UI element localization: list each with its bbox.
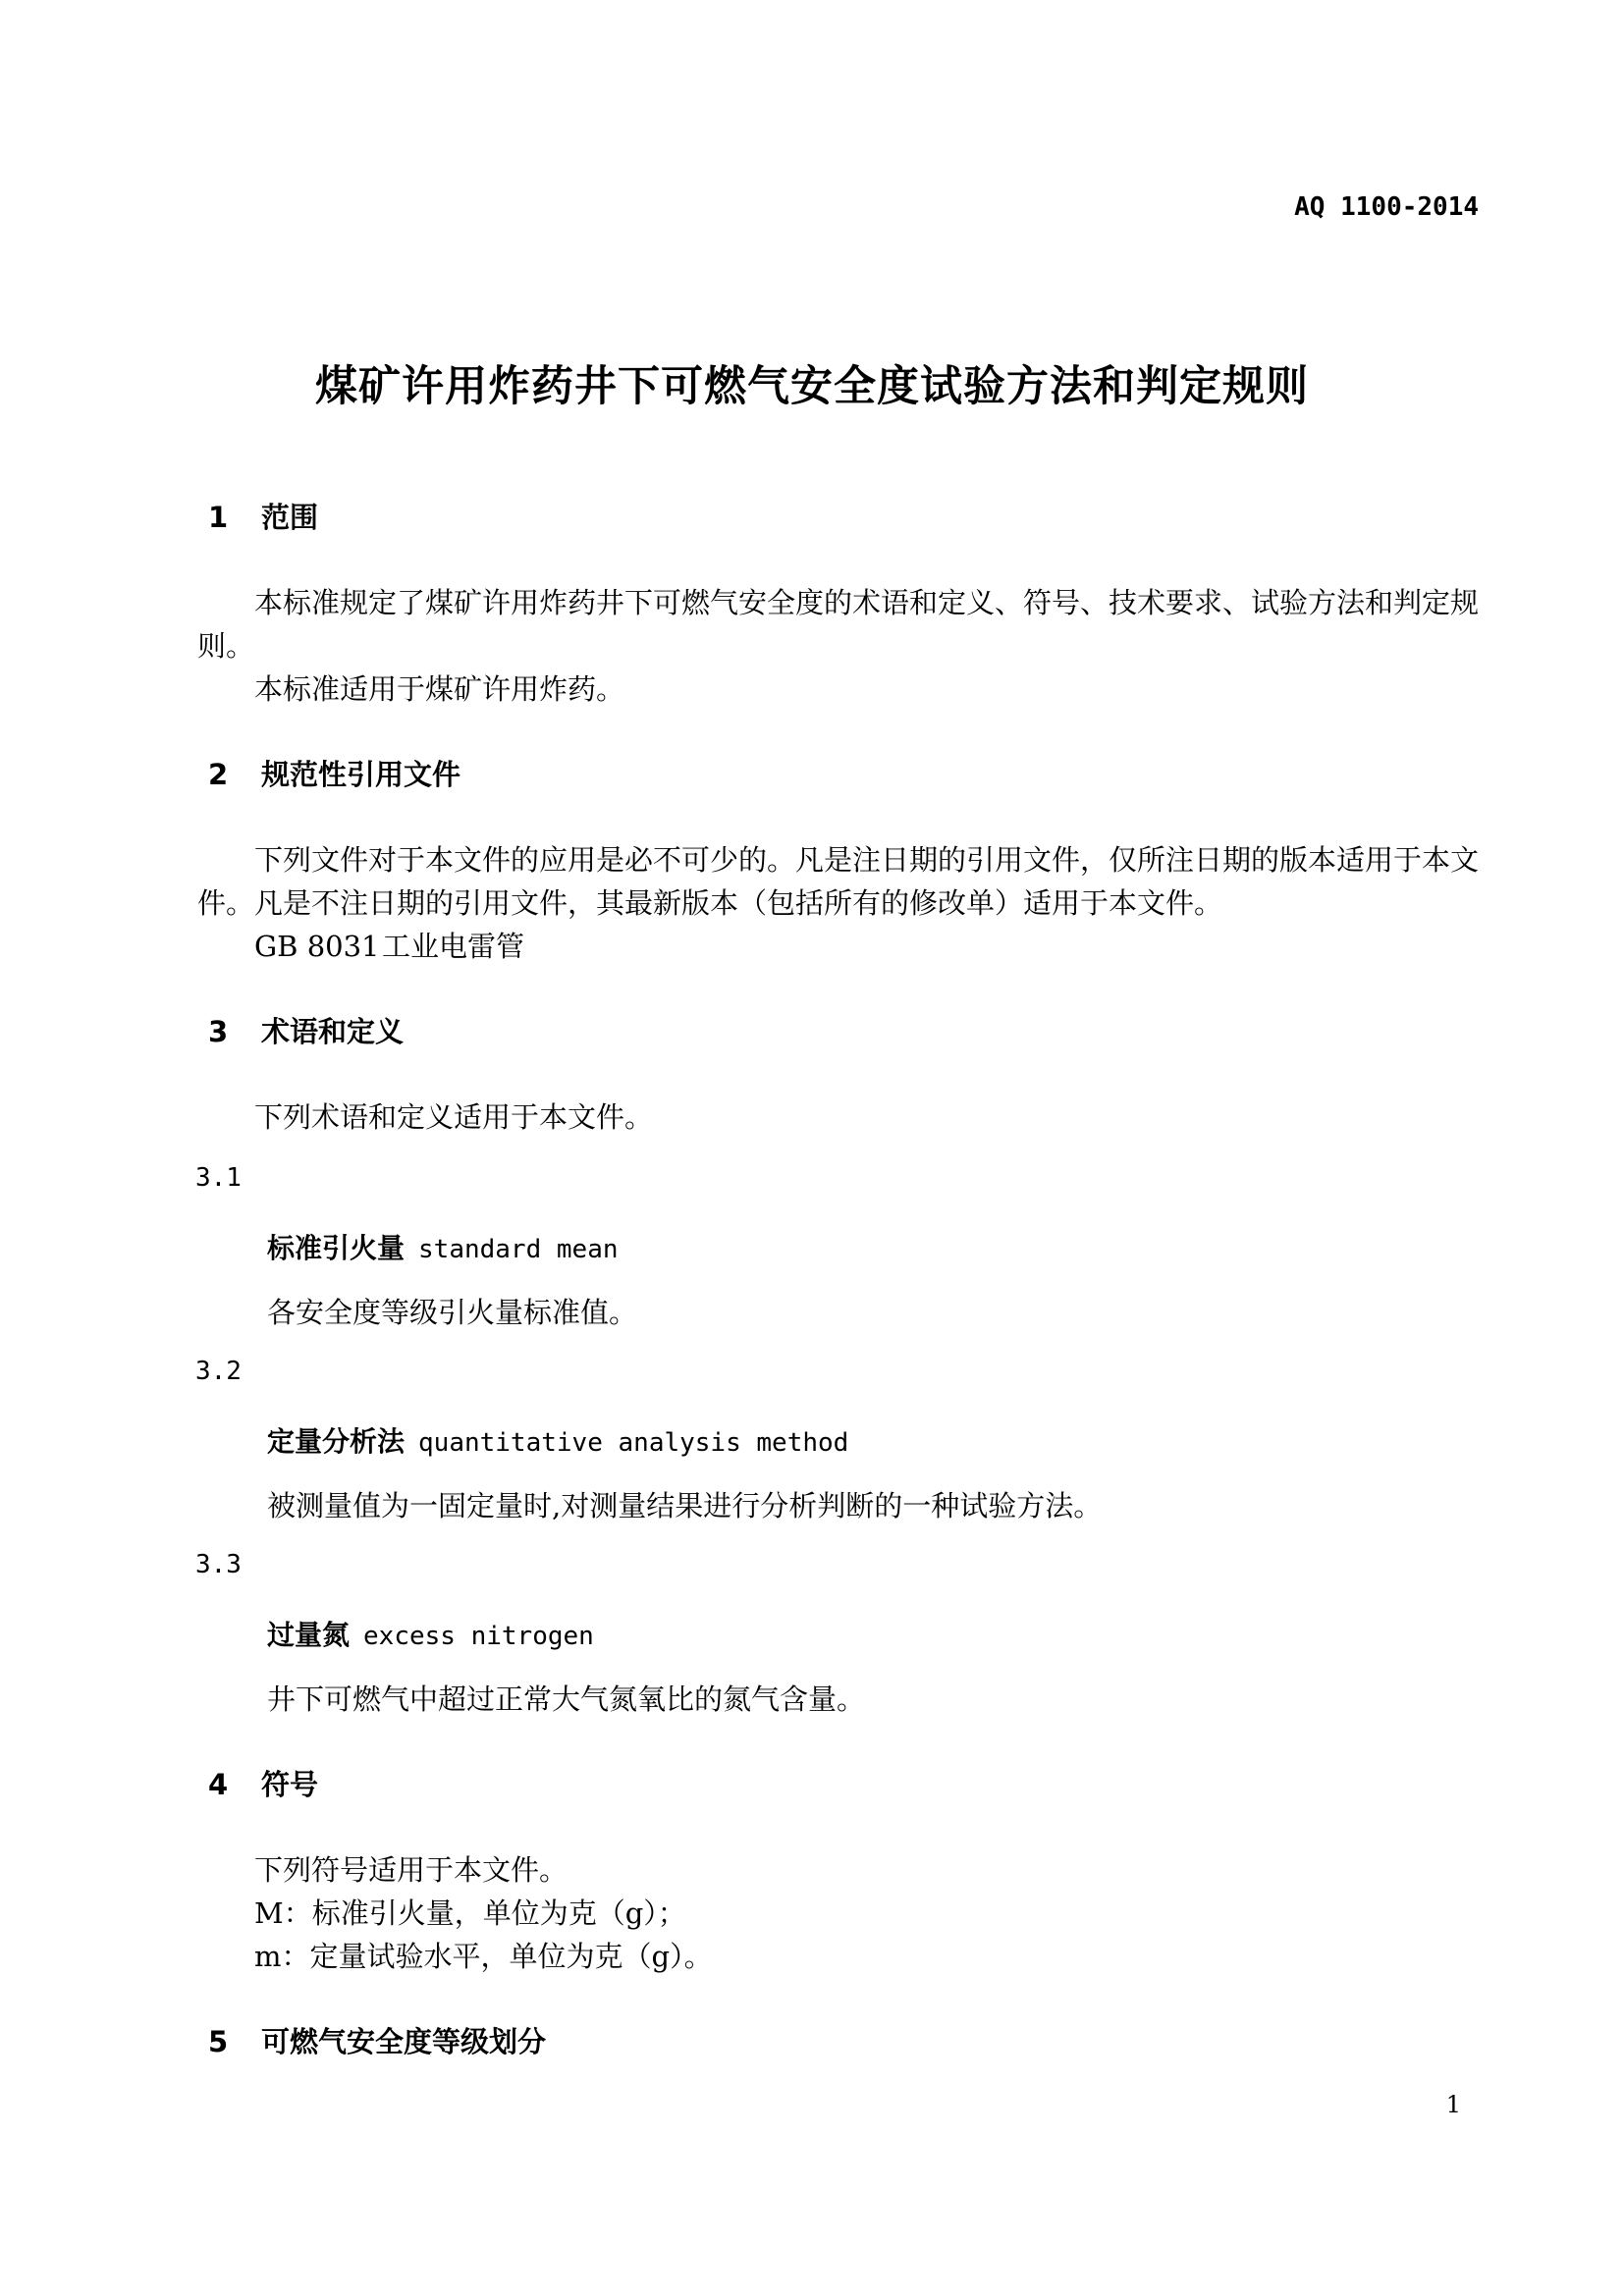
term-definition: 各安全度等级引火量标准值。 <box>267 1296 638 1329</box>
section-title: 规范性引用文件 <box>261 758 461 791</box>
section-1-paragraph: 本标准适用于煤矿许用炸药。 <box>254 672 625 706</box>
term-name-en: standard mean <box>418 1235 619 1264</box>
symbol-definition: M：标准引火量，单位为克（g）； <box>254 1896 686 1930</box>
term-number: 3.2 <box>195 1357 242 1386</box>
reference-code: GB 8031 <box>254 930 380 963</box>
term-definition: 井下可燃气中超过正常大气氮氧比的氮气含量。 <box>267 1682 866 1716</box>
term-name-zh: 过量氮 <box>267 1619 351 1651</box>
term-definition: 被测量值为一固定量时,对测量结果进行分析判断的一种试验方法。 <box>267 1489 1103 1522</box>
section-number: 1 <box>208 501 229 534</box>
standard-code: AQ 1100-2014 <box>1294 192 1479 222</box>
term-name-zh: 定量分析法 <box>267 1425 406 1458</box>
document-title: 煤矿许用炸药井下可燃气安全度试验方法和判定规则 <box>315 362 1309 411</box>
section-number: 4 <box>208 1768 229 1801</box>
section-1-paragraph-line: 则。 <box>197 629 255 663</box>
term-name-zh: 标准引火量 <box>267 1232 406 1264</box>
term-entry <box>267 1614 594 1653</box>
section-2-heading <box>208 753 460 793</box>
section-3-intro: 下列术语和定义适用于本文件。 <box>254 1100 654 1134</box>
section-number: 5 <box>208 2025 229 2058</box>
section-4-intro: 下列符号适用于本文件。 <box>254 1853 568 1887</box>
page-number: 1 <box>1445 2091 1461 2118</box>
section-2-paragraph-line: 件。凡是不注日期的引用文件，其最新版本（包括所有的修改单）适用于本文件。 <box>197 886 1223 920</box>
section-title: 术语和定义 <box>261 1015 405 1048</box>
symbol-definition: m：定量试验水平，单位为克（g）。 <box>254 1940 713 1973</box>
section-number: 2 <box>208 758 229 791</box>
term-number: 3.3 <box>195 1550 242 1579</box>
section-4-heading <box>208 1763 318 1803</box>
section-2-paragraph-line: 下列文件对于本文件的应用是必不可少的。凡是注日期的引用文件，仅所注日期的版本适用于本文 <box>254 843 1480 877</box>
term-number: 3.1 <box>195 1163 242 1193</box>
section-number: 3 <box>208 1015 229 1048</box>
term-name-en: quantitative analysis method <box>418 1428 849 1458</box>
section-title: 符号 <box>261 1768 319 1801</box>
section-1-paragraph-line: 本标准规定了煤矿许用炸药井下可燃气安全度的术语和定义、符号、技术要求、试验方法和判定规 <box>254 586 1480 619</box>
term-entry <box>267 1420 848 1460</box>
section-5-heading <box>208 2020 546 2060</box>
section-1-heading <box>208 496 318 536</box>
term-entry <box>267 1227 619 1266</box>
reference-title: 工业电雷管 <box>382 930 525 963</box>
section-3-heading <box>208 1010 404 1050</box>
section-title: 可燃气安全度等级划分 <box>261 2025 547 2058</box>
term-name-en: excess nitrogen <box>363 1622 594 1651</box>
normative-reference <box>254 925 524 965</box>
section-title: 范围 <box>261 501 319 534</box>
